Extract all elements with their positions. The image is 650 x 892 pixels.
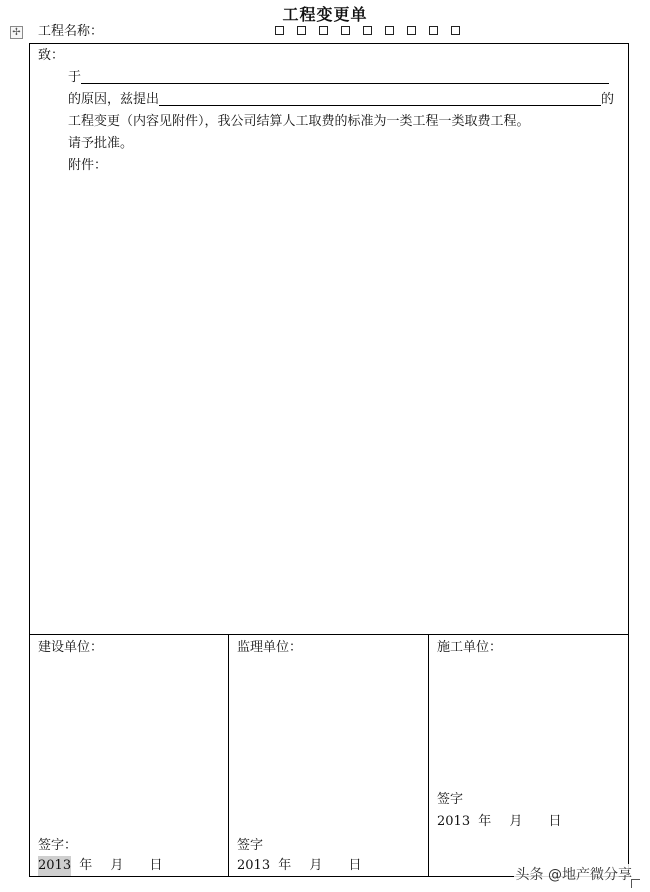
owner-day-unit: 日 <box>149 858 163 873</box>
placeholder-box <box>407 26 416 35</box>
source-watermark: 头条 @地产微分享 <box>514 864 634 884</box>
placeholder-box <box>385 26 394 35</box>
change-form-table <box>29 43 629 877</box>
supervisor-sign-label: 签字 <box>237 838 264 853</box>
contractor-unit-label: 施工单位： <box>437 640 503 655</box>
placeholder-box <box>275 26 284 35</box>
contractor-year[interactable]: 2013 <box>437 814 471 829</box>
page-title: 工程变更单 <box>282 5 368 24</box>
placeholder-box <box>429 26 438 35</box>
supervisor-year[interactable]: 2013 <box>237 858 271 873</box>
reason-prefix: 的原因，兹提出 <box>68 92 160 107</box>
column-divider <box>228 634 229 876</box>
owner-date <box>38 856 163 876</box>
attachment-label: 附件： <box>68 158 108 173</box>
reason-line <box>68 90 614 110</box>
table-move-handle-icon[interactable]: ✢ <box>10 26 23 39</box>
yu-line <box>68 68 609 88</box>
supervisor-month-unit: 月 <box>309 858 323 873</box>
column-divider <box>428 634 429 876</box>
supervisor-year-unit: 年 <box>278 858 292 873</box>
owner-month-unit: 月 <box>110 858 124 873</box>
owner-year-unit: 年 <box>79 858 93 873</box>
contractor-year-unit: 年 <box>478 814 492 829</box>
placeholder-box <box>319 26 328 35</box>
page-corner-mark <box>631 879 640 888</box>
contractor-month-unit: 月 <box>509 814 523 829</box>
section-divider <box>30 634 628 635</box>
owner-year[interactable]: 2013 <box>38 856 71 876</box>
contractor-day-unit: 日 <box>548 814 562 829</box>
change-text: 工程变更（内容见附件），我公司结算人工取费的标准为一类工程一类取费工程。 <box>68 114 530 129</box>
project-name-placeholder[interactable] <box>275 26 463 35</box>
supervisor-unit-label: 监理单位： <box>237 640 303 655</box>
reason-suffix: 的 <box>601 92 615 107</box>
yu-blank-field[interactable] <box>81 68 609 84</box>
approve-text: 请予批准。 <box>68 136 134 151</box>
to-label: 致： <box>38 48 65 63</box>
contractor-date <box>437 812 562 832</box>
owner-unit-label: 建设单位： <box>38 640 104 655</box>
change-item-blank-field[interactable] <box>159 90 601 106</box>
placeholder-box <box>451 26 460 35</box>
placeholder-box <box>297 26 306 35</box>
supervisor-date <box>237 856 362 876</box>
placeholder-box <box>363 26 372 35</box>
placeholder-box <box>341 26 350 35</box>
supervisor-day-unit: 日 <box>348 858 362 873</box>
yu-text: 于 <box>68 70 82 85</box>
project-name-label: 工程名称： <box>38 24 104 39</box>
contractor-sign-label: 签字 <box>437 792 464 807</box>
owner-sign-label: 签字： <box>38 838 78 853</box>
